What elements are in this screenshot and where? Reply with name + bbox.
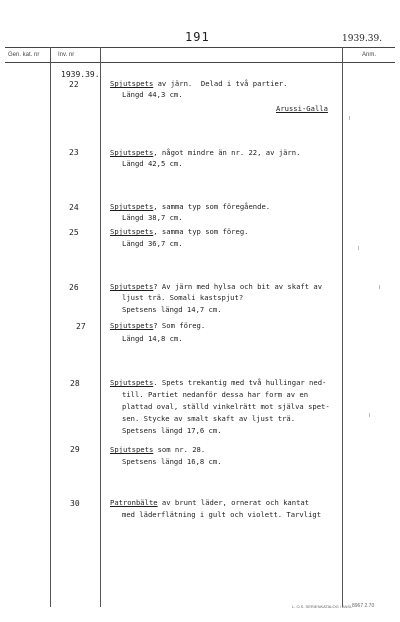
entry-measurement: Spetsens längd 14,7 cm.	[122, 305, 222, 314]
column-header-inv: Inv. nr	[58, 52, 75, 58]
entry-number: 25	[69, 228, 79, 237]
column-divider-2	[100, 47, 101, 607]
object-term: Spjutspets	[110, 282, 154, 291]
entry-number: 29	[70, 445, 80, 454]
scan-speck	[369, 413, 370, 417]
entry-number: 24	[69, 203, 79, 212]
entry-description-cont: med läderflätning i gult och violett. Tarvligt	[122, 510, 322, 519]
entry-number: 28	[70, 379, 80, 388]
header-top-rule	[5, 47, 395, 48]
form-code: 8967 2.70	[352, 603, 375, 609]
scan-speck	[379, 285, 380, 289]
object-term: Spjutspets	[110, 227, 154, 236]
origin-label: Arussi-Galla	[276, 104, 328, 113]
object-term: Spjutspets	[110, 321, 154, 330]
entry-description-cont: plattad oval, ställd vinkelrätt mot själva spet-	[122, 402, 330, 411]
object-term: Spjutspets	[110, 202, 154, 211]
header-bottom-rule	[5, 62, 395, 63]
object-term: Spjutspets	[110, 378, 154, 387]
entry-description: Spjutspets, samma typ som föreg.	[110, 227, 249, 236]
printer-footer: L. O.S. SERIENKATALOG / ANSL	[292, 604, 353, 609]
entry-description: Spjutspets av järn. Delad i två partier.	[110, 79, 288, 88]
entry-number: 23	[69, 148, 79, 157]
entry-description-cont: ljust trä. Somali kastspjut?	[122, 293, 244, 302]
column-header-anm: Anm.	[362, 52, 377, 58]
entry-description: Spjutspets? Av järn med hylsa och bit av skaft av	[110, 282, 323, 291]
column-divider-3	[342, 47, 343, 607]
entry-measurement: Spetsens längd 16,8 cm.	[122, 457, 222, 466]
scan-speck	[358, 246, 359, 250]
scan-speck	[349, 116, 350, 120]
entry-number: 30	[70, 499, 80, 508]
entry-number: 22	[69, 80, 79, 89]
entry-number: 27	[76, 322, 86, 331]
object-term: Spjutspets	[110, 445, 154, 454]
entry-description: Spjutspets. Spets trekantig med två hullingar ned-	[110, 378, 327, 387]
entry-description: Spjutspets, samma typ som föregående.	[110, 202, 271, 211]
column-header-gen-kat: Gen. kat. nr	[8, 52, 40, 58]
entry-description: Spjutspets som nr. 28.	[110, 445, 206, 454]
entry-measurement: Längd 42,5 cm.	[122, 159, 183, 168]
object-term: Spjutspets	[110, 79, 154, 88]
header-date: 1939.39.	[342, 34, 383, 44]
entry-description: Spjutspets? Som föreg.	[110, 321, 206, 330]
entry-measurement: Längd 36,7 cm.	[122, 239, 183, 248]
page-number: 191	[185, 30, 210, 44]
object-term: Patronbälte	[110, 498, 158, 507]
entry-measurement: Längd 14,8 cm.	[122, 334, 183, 343]
entry-number: 26	[69, 283, 79, 292]
entry-description-cont: till. Partiet nedanför dessa har form av en	[122, 390, 309, 399]
entry-description: Patronbälte av brunt läder, ornerat och kantat	[110, 498, 310, 507]
column-divider-1	[50, 47, 51, 607]
entry-measurement: Spetsens längd 17,6 cm.	[122, 426, 222, 435]
entry-measurement: Längd 38,7 cm.	[122, 213, 183, 222]
year-label: 1939.39.	[61, 70, 100, 79]
entry-description: Spjutspets, något mindre än nr. 22, av järn.	[110, 148, 301, 157]
entry-measurement: Längd 44,3 cm.	[122, 90, 183, 99]
entry-description-cont: sen. Stycke av smalt skaft av ljust trä.	[122, 414, 296, 423]
object-term: Spjutspets	[110, 148, 154, 157]
